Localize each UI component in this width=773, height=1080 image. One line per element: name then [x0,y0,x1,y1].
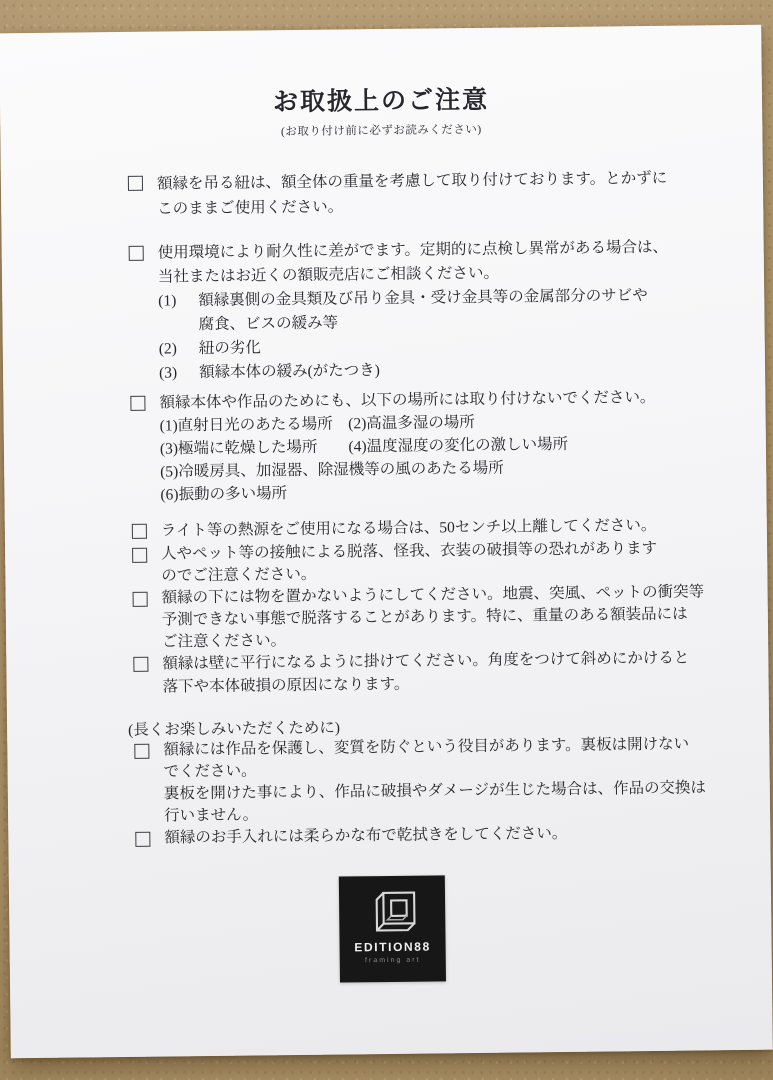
text-line: (1)直射日光のあたる場所 (2)高温多湿の場所 [159,413,475,435]
sublist-item-3 [159,356,670,386]
instruction-sheet-paper [0,25,773,1059]
notice-item-parallel-hanging [133,647,690,699]
text-line: 落下や本体破損の原因になります。 [162,675,410,696]
care-item-cleaning [135,823,567,850]
notice-text [157,166,668,222]
checkbox-icon [130,396,145,411]
sublist-item-1 [158,284,669,338]
checkbox-icon [132,548,147,563]
text-line: 人やペット等の接触による脱落、怪我、衣装の破損等の恐れがあります [161,539,658,563]
text-line: 使用環境により耐久性に差がでます。定期的に点検し異常がある場合は、 [157,238,669,262]
list-marker: (1) [158,292,177,310]
text-line: (5)冷暖房具、加湿器、除湿機等の風のあたる場所 [160,459,504,481]
notice-text [159,386,656,507]
text-line: 腐食、ビスの緩み等 [198,314,339,334]
notice-text [163,733,706,827]
care-item-backboard [134,733,706,827]
notice-item-hanging-cord [128,166,668,222]
checkbox-icon [133,592,148,607]
text-line: このままご使用ください。 [157,198,344,218]
text-line: (6)振動の多い場所 [160,485,288,504]
text-line: (3)極端に乾燥した場所 (4)温度湿度の変化の激しい場所 [159,435,569,458]
checkbox-icon [132,524,147,539]
text-line: 額縁本体や作品のためにも、以下の場所には取り付けないでください。 [159,388,656,412]
checkbox-icon [135,832,150,847]
list-marker: (3) [158,364,178,382]
text-line: 額縁は壁に平行になるように掛けてください。角度をつけて斜めにかけると [162,649,690,673]
notice-text [161,538,657,588]
logo-brand-text: EDITION88 [354,939,431,955]
notice-item-durability [129,236,670,386]
frame-cube-icon [363,889,422,940]
sublist-text [198,284,648,337]
notice-text [158,236,670,386]
text-line: 行いません。 [164,806,259,825]
text-line: 額縁裏側の金具類及び吊り金具・受け金具等の金属部分のサビや [198,287,648,310]
checkbox-icon [128,176,143,191]
sublist-text [199,359,380,385]
text-line: ライト等の熱源をご使用になる場合は、50センチ以上離してください。 [160,516,657,540]
notice-text [162,647,690,699]
text-line: 予測できない事態で脱落することがあります。特に、重量のある額装品には [161,605,688,629]
checkbox-icon [134,744,149,759]
notice-text [162,581,705,653]
notice-text [164,823,567,850]
page-title: お取扱上のご注意 [272,86,490,117]
logo-tagline-text: framing art [364,956,421,965]
notice-item-below-frame [133,581,705,653]
checkbox-icon [129,246,144,261]
list-marker: (2) [158,340,177,358]
text-line: 額縁には作品を保護し、変質を防ぐという役目があります。裏板は開けない [163,735,690,759]
text-line: のでご注意ください。 [161,565,317,585]
sublist-text [199,336,261,361]
text-line: 額縁の下には物を置かないようにしてください。地震、突風、ペットの衝突等 [161,583,705,607]
text-line: 紐の劣化 [198,339,261,358]
text-line: でください。 [163,762,257,781]
notice-item-contact [132,538,657,588]
text-line: 当社またはお近くの額販売店にご相談ください。 [157,264,500,286]
edition88-logo [339,875,446,982]
text-line: 額縁のお手入れには柔らかな布で乾拭きをしてください。 [164,824,568,847]
text-line: ご注意ください。 [162,632,287,651]
page-subtitle: (お取り付け前に必ずお読みください) [280,123,482,139]
text-line: 額縁を吊る紐は、額全体の重量を考慮して取り付けております。とかずに [156,169,668,193]
text-line: 裏板を開けた事により、作品に破損やダメージが生じた場合は、作品の交換は [163,779,707,803]
care-section-heading: (長くお楽しみいただくために) [128,719,341,739]
title-block [0,77,762,143]
notice-item-placement [130,386,656,507]
text-line: 額縁本体の緩み(がたつき) [198,362,380,382]
checkbox-icon [133,657,148,672]
